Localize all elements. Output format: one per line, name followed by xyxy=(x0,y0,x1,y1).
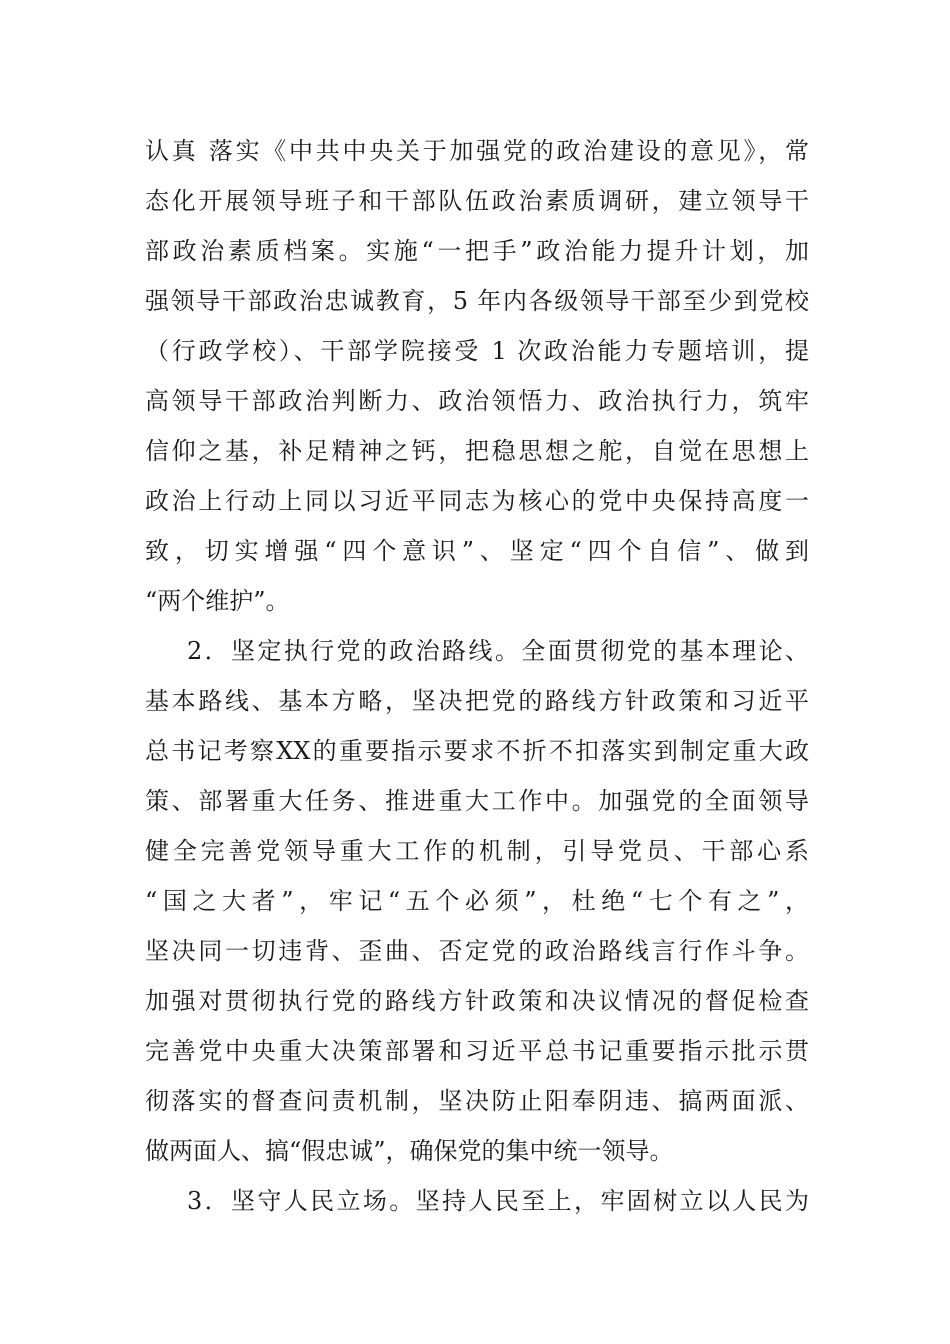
paragraph-3 xyxy=(145,1176,809,1226)
text-line: 健全完善党领导重大工作的机制，引导党员、干部心系 xyxy=(145,837,809,865)
text-line: 做两面人、搞“假忠诚”，确保党的集中统一领导。 xyxy=(145,1137,674,1165)
text-line: 认真 落实《中共中央关于加强党的政治建设的意见》，常 xyxy=(145,137,809,165)
text-line: 高领导干部政治判断力、政治领悟力、政治执行力，筑牢 xyxy=(145,387,809,415)
text-line: “国之大者”，牢记“五个必须”，杜绝“七个有之”， xyxy=(145,887,809,915)
text-line: 强领导干部政治忠诚教育，5 年内各级领导干部至少到党校 xyxy=(145,287,809,315)
text-line: 态化开展领导班子和干部队伍政治素质调研，建立领导干 xyxy=(145,187,809,215)
text-line: 加强对贯彻执行党的路线方针政策和决议情况的督促检查 xyxy=(145,987,809,1015)
text-line: 政治上行动上同以习近平同志为核心的党中央保持高度一 xyxy=(145,487,809,515)
text-line: 完善党中央重大决策部署和习近平总书记重要指示批示贯 xyxy=(145,1037,809,1065)
paragraph-1 xyxy=(145,126,809,626)
text-line: 坚决同一切违背、歪曲、否定党的政治路线言行作斗争。 xyxy=(145,937,809,965)
document-body xyxy=(145,126,809,1226)
text-line: 致，切实增强“四个意识”、坚定“四个自信”、做到 xyxy=(145,537,809,565)
text-line: 基本路线、基本方略，坚决把党的路线方针政策和习近平 xyxy=(145,687,809,715)
text-line: （行政学校）、干部学院接受 1 次政治能力专题培训，提 xyxy=(145,337,809,365)
text-line: 2．坚定执行党的政治路线。全面贯彻党的基本理论、 xyxy=(187,637,809,665)
text-line: 总书记考察XX的重要指示要求不折不扣落实到制定重大政 xyxy=(145,737,809,765)
text-line: 彻落实的督查问责机制，坚决防止阳奉阴违、搞两面派、 xyxy=(145,1087,809,1115)
text-line: 部政治素质档案。实施“一把手”政治能力提升计划，加 xyxy=(145,237,809,265)
text-line: “两个维护”。 xyxy=(145,587,290,615)
paragraph-2 xyxy=(145,626,809,1176)
text-line: 3．坚守人民立场。坚持人民至上，牢固树立以人民为 xyxy=(187,1187,809,1215)
text-line: 策、部署重大任务、推进重大工作中。加强党的全面领导 xyxy=(145,787,809,815)
text-line: 信仰之基，补足精神之钙，把稳思想之舵，自觉在思想上 xyxy=(145,437,809,465)
